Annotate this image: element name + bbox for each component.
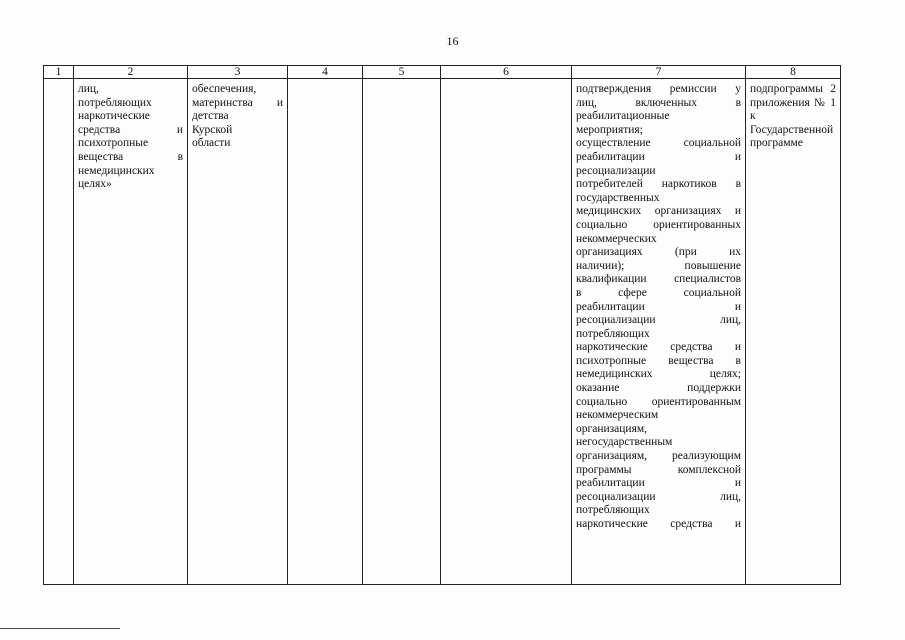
- text-line: психотропные: [78, 137, 149, 150]
- text-line: обеспечения,: [192, 83, 257, 95]
- text-line: лиц, включенных в: [576, 96, 741, 109]
- text-line: вещества в: [78, 150, 183, 163]
- cell-col-2-text: [78, 83, 183, 192]
- text-line: потребляющих: [576, 327, 650, 340]
- text-line: организациям, реализующим: [576, 450, 741, 463]
- cell-col-3: [188, 79, 288, 585]
- text-line: осуществление социальной: [576, 137, 741, 150]
- text-line: потребителей наркотиков в: [576, 178, 741, 191]
- text-line: области: [192, 137, 231, 150]
- column-number-7: 7: [572, 66, 746, 79]
- header-row: [44, 66, 841, 79]
- text-line: целях»: [78, 178, 112, 191]
- text-line: государственных: [576, 191, 660, 204]
- column-number-2: 2: [74, 66, 188, 79]
- text-line: реабилитации и: [576, 477, 741, 490]
- text-line: приложения № 1 к: [750, 96, 836, 123]
- cell-col-7: [572, 79, 746, 585]
- text-line: реабилитации и: [576, 150, 741, 163]
- program-table: [43, 65, 841, 585]
- text-line: реабилитационные: [576, 110, 670, 123]
- cell-col-1: [44, 79, 74, 585]
- cell-col-4: [288, 79, 363, 585]
- column-number-8: 8: [746, 66, 841, 79]
- text-line: наркотические средства и: [576, 518, 741, 530]
- text-line: наличии); повышение: [576, 259, 741, 272]
- text-line: средства и: [78, 123, 183, 136]
- footer-rule: [0, 628, 120, 629]
- text-line: организациям,: [576, 422, 648, 435]
- page-number: 16: [446, 34, 459, 48]
- text-line: мероприятия;: [576, 123, 643, 136]
- text-line: психотропные вещества в: [576, 354, 741, 367]
- text-line: наркотические: [78, 110, 150, 123]
- text-line: организациях (при их: [576, 246, 741, 259]
- text-line: социально ориентированным: [576, 395, 741, 408]
- text-line: потребляющих: [78, 96, 152, 109]
- text-line: наркотические средства и: [576, 341, 741, 354]
- text-line: материнства и: [192, 96, 283, 109]
- text-line: медицинских организациях и: [576, 205, 741, 218]
- text-line: подтверждения ремиссии у: [576, 83, 741, 95]
- column-number-6: 6: [441, 66, 572, 79]
- cell-col-6: [441, 79, 572, 585]
- cell-col-2: [74, 79, 188, 585]
- text-line: ресоциализации лиц,: [576, 314, 741, 327]
- text-line: ресоциализации лиц,: [576, 490, 741, 503]
- text-line: потребляющих: [576, 504, 650, 517]
- text-line: некоммерческим: [576, 409, 659, 422]
- text-line: в сфере социальной: [576, 286, 741, 299]
- text-line: реабилитации и: [576, 300, 741, 313]
- text-line: программе: [750, 137, 803, 150]
- text-line: программы комплексной: [576, 463, 741, 476]
- text-line: социально ориентированных: [576, 218, 741, 231]
- text-line: подпрограммы 2: [750, 83, 836, 95]
- text-line: некоммерческих: [576, 232, 657, 245]
- cell-col-3-text: [192, 83, 283, 151]
- text-line: ресоциализации: [576, 164, 656, 177]
- cell-col-8-text: [750, 83, 836, 151]
- text-line: квалификации специалистов: [576, 273, 741, 286]
- text-line: оказание поддержки: [576, 382, 741, 395]
- text-line: немедицинских: [78, 164, 155, 177]
- text-line: немедицинских целях;: [576, 368, 741, 381]
- column-number-1: 1: [44, 66, 74, 79]
- column-number-3: 3: [188, 66, 288, 79]
- cell-col-7-text: [576, 83, 741, 532]
- cell-col-8: [746, 79, 841, 585]
- text-line: лиц,: [78, 83, 99, 95]
- table-row: [44, 79, 841, 585]
- column-number-5: 5: [363, 66, 441, 79]
- column-number-4: 4: [288, 66, 363, 79]
- text-line: Курской: [192, 123, 233, 136]
- cell-col-5: [363, 79, 441, 585]
- text-line: Государственной: [750, 123, 834, 136]
- text-line: детства: [192, 110, 229, 123]
- text-line: негосударственным: [576, 436, 673, 449]
